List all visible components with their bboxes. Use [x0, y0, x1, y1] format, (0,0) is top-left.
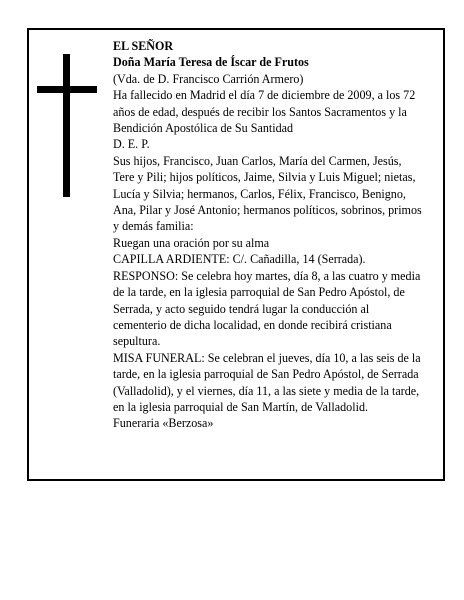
responso-paragraph: RESPONSO: Se celebra hoy martes, día 8, a las cuatro y media de la tarde, en la iglesia parroquial de San Pedro Apóstol, de Serrada, y acto seguido tendrá lugar la conducción al cementerio de dicha localidad, en donde recibirá cristiana sepultura. [113, 268, 421, 349]
capilla-line: CAPILLA ARDIENTE: C/. Cañadilla, 14 (Serrada). [113, 252, 366, 267]
cross-icon-bar [37, 86, 97, 93]
funeraria-line: Funeraria «Berzosa» [113, 416, 214, 431]
deceased-name: Doña María Teresa de Íscar de Frutos [113, 55, 309, 70]
prayer-line: Ruegan una oración por su alma [113, 235, 270, 250]
obituary-text [113, 38, 423, 432]
death-paragraph: Ha fallecido en Madrid el día 7 de diciembre de 2009, a los 72 años de edad, después de recibir los Santos Sacramentos y la Bendición Apostólica de Su Santidad [113, 88, 416, 136]
cross-icon [63, 54, 70, 197]
family-paragraph: Sus hijos, Francisco, Juan Carlos, María del Carmen, Jesús, Tere y Pili; hijos políticos, Jaime, Silvia y Luis Miguel; nietas, Lucía y Silvia; hermanos, Carlos, Félix, Francisco, Benigno, Ana, Pilar y José Antonio; hermanos políticos, sobrinos, primos y demás familia: [113, 153, 422, 234]
widow-line: (Vda. de D. Francisco Carrión Armero) [113, 71, 304, 86]
heading: EL SEÑOR [113, 39, 174, 53]
dep-line: D. E. P. [113, 137, 150, 152]
misa-paragraph: MISA FUNERAL: Se celebran el jueves, día 10, a las seis de la tarde, en la iglesia parroquial de San Pedro Apóstol, de Serrada (Valladolid), y el viernes, día 11, a las siete y media de la tarde, en la iglesia parroquial de San Martín, de Valladolid. [113, 350, 421, 414]
